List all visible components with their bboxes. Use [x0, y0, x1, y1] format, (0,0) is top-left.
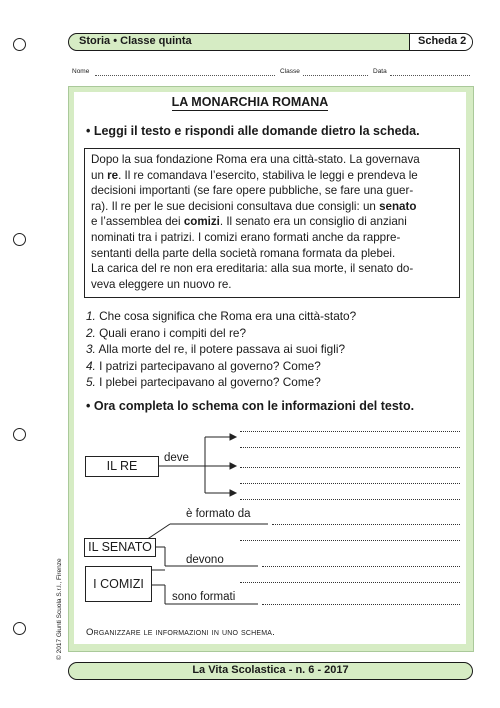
devono-label: devono — [186, 554, 224, 566]
copyright-note: © 2017 Giunti Scuola S.r.l., Firenze — [56, 558, 63, 660]
worksheet-title: LA MONARCHIA ROMANA — [171, 95, 329, 109]
deve-label: deve — [164, 452, 189, 464]
answer-line[interactable] — [240, 447, 460, 448]
answer-line[interactable] — [262, 604, 460, 605]
keyword: comizi — [183, 215, 220, 229]
answer-line[interactable] — [272, 524, 460, 525]
passage-line: veva eleggere un nuovo re. — [91, 277, 232, 291]
senate-box: IL SENATO — [84, 538, 156, 557]
date-label: Data — [373, 68, 387, 75]
answer-line[interactable] — [240, 467, 460, 468]
keyword: re — [107, 168, 119, 182]
sono-formati-label: sono formati — [172, 591, 236, 603]
answer-line[interactable] — [240, 483, 460, 484]
king-box: IL RE — [85, 456, 159, 477]
sheet-number: Scheda 2 — [418, 35, 467, 47]
scheme-instruction: • Ora completa lo schema con le informazioni del testo. — [86, 399, 415, 413]
answer-line[interactable] — [262, 566, 460, 567]
question-item: 3. Alla morte del re, il potere passava ai suoi figli? — [86, 342, 346, 356]
question-item: 1. Che cosa significa che Roma era una città-stato? — [86, 309, 357, 323]
name-label: Nome — [72, 68, 90, 75]
reading-instruction: • Leggi il testo e rispondi alle domande dietro la scheda. — [86, 124, 420, 138]
comitia-box: I COMIZI — [85, 566, 152, 602]
passage-line: nominati tra i patrizi. I comizi erano formati anche da rappre- — [91, 230, 401, 244]
question-item: 4. I patrizi partecipavano al governo? Come? — [86, 358, 321, 373]
question-item: 2. Quali erano i compiti del re? — [86, 325, 247, 340]
answer-line[interactable] — [240, 499, 460, 500]
magazine-issue: La Vita Scolastica - n. 6 - 2017 — [192, 664, 349, 676]
class-label: Classe — [280, 68, 300, 75]
activity-caption: Organizzare le informazioni in uno schema. — [86, 627, 275, 638]
passage-line: sentanti della parte della società romana formata da plebei. — [91, 246, 396, 260]
passage-line: La carica del re non era ereditaria: alla sua morte, il senato do- — [91, 262, 414, 276]
answer-line[interactable] — [240, 582, 460, 583]
subject-label: Storia • Classe quinta — [79, 35, 192, 47]
passage-line: un re. Il re comandava l’esercito, stabiliva le leggi e prendeva le — [91, 168, 418, 182]
footer-bar — [68, 662, 473, 680]
passage-line: Dopo la sua fondazione Roma era una città-stato. La governava — [91, 153, 420, 166]
passage-line: decisioni importanti (se fare opere pubbliche, se fare una guer- — [91, 184, 414, 198]
answer-line[interactable] — [240, 431, 460, 432]
passage-line: ra). Il re per le sue decisioni consultava due consigli: un senato — [91, 199, 417, 213]
answer-line[interactable] — [240, 540, 460, 541]
keyword: senato — [379, 199, 417, 213]
formato-label: è formato da — [186, 508, 251, 520]
passage-line: e l’assemblea dei comizi. Il senato era un consiglio di anziani — [91, 215, 407, 229]
question-item: 5. I plebei partecipavano al governo? Come? — [86, 375, 321, 389]
